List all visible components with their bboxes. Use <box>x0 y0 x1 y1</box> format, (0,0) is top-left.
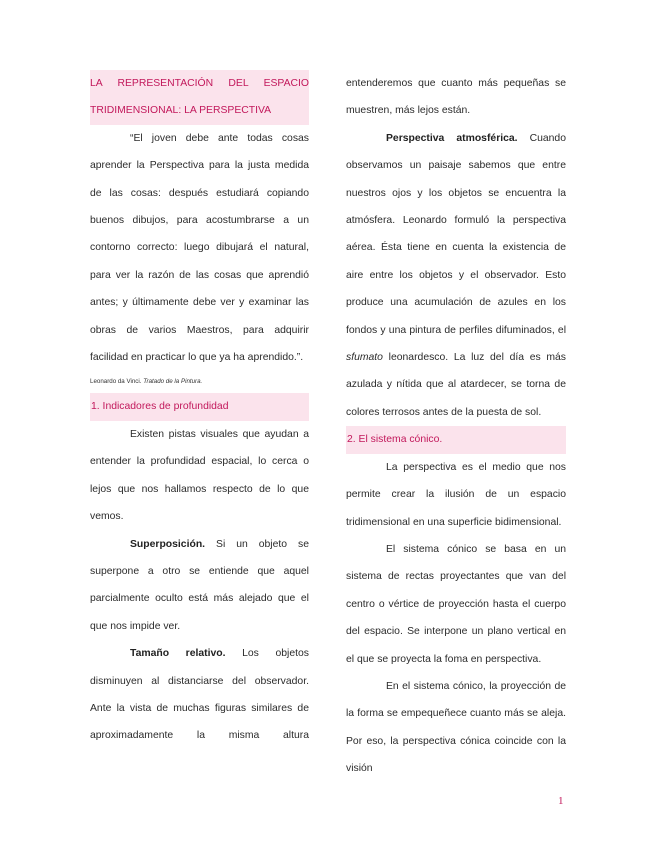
atmosferica-paragraph <box>346 125 566 426</box>
title-line-2: TRIDIMENSIONAL: LA PERSPECTIVA <box>90 105 272 117</box>
page-title <box>90 70 309 125</box>
page-number: 1 <box>558 795 564 807</box>
superposicion-text: Si un objeto se superpone a otro se entiende que aquel parcialmente oculto está más alejado que el que nos impide ver. <box>90 538 309 632</box>
citation-author: Leonardo da Vinci. <box>90 378 144 386</box>
atmosferica-label: Perspectiva atmosférica. <box>386 132 518 144</box>
tamano-paragraph <box>90 640 309 750</box>
sfumato-term: sfumato <box>346 352 383 364</box>
superposicion-paragraph <box>90 531 309 641</box>
right-column <box>346 70 566 783</box>
atmosferica-text-1: Cuando observamos un paisaje sabemos que entre nuestros ojos y los objetos se encuentra la atmósfera. Leonardo formuló la perspectiva aérea. Ésta tiene en cuenta la existencia de aire entre los objetos y el observador. Esto produce una acumulación de azules en los fondos y una pintura de perfiles difuminados, el <box>346 132 566 336</box>
section-1-intro: Existen pistas visuales que ayudan a entender la profundidad espacial, lo cerca o lejos que nos hallamos respecto de lo que vemos. <box>90 428 309 523</box>
section-2-paragraph-2: El sistema cónico se basa en un sistema de rectas proyectantes que van del centro o vértice de proyección hasta el cuerpo del espacio. Se interpone un plano vertical en el que se proyecta la foma en perspectiva. <box>346 543 566 665</box>
section-2-paragraph-3: En el sistema cónico, la proyección de la forma se empequeñece cuanto más se aleja. Por eso, la perspectiva cónica coincide con la visión <box>346 680 566 775</box>
tamano-continuation: entenderemos que cuanto más pequeñas se muestren, más lejos están. <box>346 78 566 117</box>
section-2-paragraph-1: La perspectiva es el medio que nos permite crear la ilusión de un espacio tridimensional en una superficie bidimensional. <box>346 461 566 528</box>
section-2-heading: 2. El sistema cónico. <box>346 426 566 453</box>
tamano-text-left: Los objetos disminuyen al distanciarse del observador. Ante la vista de muchas figuras similares de aproximadamente la misma altura <box>90 648 309 742</box>
citation-work: Tratado de la Pintura. <box>143 378 203 386</box>
left-column <box>90 70 309 750</box>
quote-paragraph: “El joven debe ante todas cosas aprender la Perspectiva para la justa medida de las cosas: después estudiará copiando buenos dibujos, para acostumbrarse a un contorno correcto: luego dibujará el natural, para ver la razón de las cosas que aprendió antes; y últimamente debe ver y examinar las obras de varios Maestros, para adquirir facilidad en practicar lo que ya ha aprendido.”. <box>90 132 309 364</box>
tamano-label: Tamaño relativo. <box>130 648 226 660</box>
superposicion-label: Superposición. <box>130 538 206 550</box>
atmosferica-text-2: leonardesco. La luz del día es más azulada y nítida que al atardecer, se torna de colores terrosos antes de la puesta de sol. <box>346 352 566 418</box>
section-1-heading: 1. Indicadores de profundidad <box>90 393 309 420</box>
citation <box>90 371 309 393</box>
title-line-1: LA REPRESENTACIÓN DEL ESPACIO <box>90 78 309 89</box>
